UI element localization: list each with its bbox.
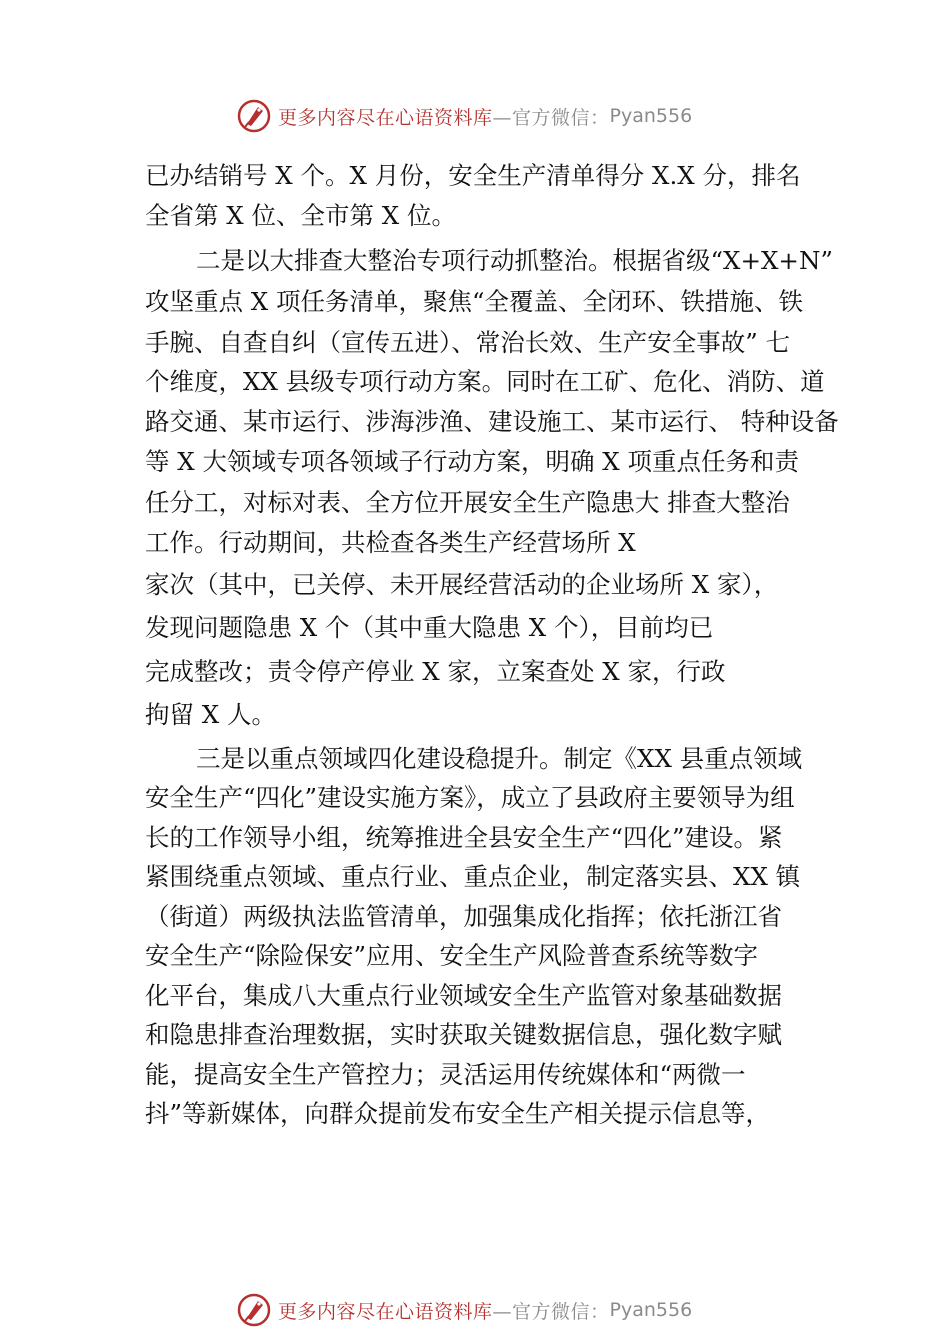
text-line: 手腕、自查自纠（宣传五进）、常治长效、生产安全事故” 七 (145, 328, 791, 357)
footer-banner (236, 1290, 716, 1330)
text-line: 已办结销号 X 个。X 月份，安全生产清单得分 X.X 分，排名 (145, 161, 801, 190)
text-line: 任分工，对标对表、全方位开展安全生产隐患大 排查大整治 (145, 488, 790, 517)
text-line: 拘留 X 人。 (145, 700, 277, 729)
paragraph-start-line: 三是以重点领域四化建设稳提升。制定《XX 县重点领域 (196, 744, 803, 773)
text-line: 安全生产“四化”建设实施方案》，成立了县政府主要领导为组 (145, 783, 795, 812)
banner-wechat-id: Pyan556 (609, 1299, 693, 1321)
text-line: 个维度，XX 县级专项行动方案。同时在工矿、危化、消防、道 (145, 367, 825, 396)
text-line: 抖”等新媒体，向群众提前发布安全生产相关提示信息等， (145, 1099, 771, 1128)
banner-wechat-label: —官方微信： (492, 1300, 610, 1323)
banner-wechat-id: Pyan556 (609, 105, 693, 127)
text-line: 安全生产“除险保安”应用、安全生产风险普查系统等数字 (145, 941, 759, 970)
text-line: 家次（其中，已关停、未开展经营活动的企业场所 X 家）， (145, 570, 779, 599)
text-line: 紧围绕重点领域、重点行业、重点企业，制定落实县、XX 镇 (145, 862, 801, 891)
pen-nib-seal-icon (236, 1292, 272, 1328)
text-line: 发现问题隐患 X 个（其中重大隐患 X 个），目前均已 (145, 613, 714, 642)
text-line: 等 X 大领域专项各领域子行动方案，明确 X 项重点任务和责 (145, 447, 800, 476)
text-line: 完成整改；责令停产停业 X 家，立案查处 X 家，行政 (145, 657, 726, 686)
paragraph-start-line: 二是以大排查大整治专项行动抓整治。根据省级“X+X+N” (196, 246, 833, 275)
pen-nib-seal-icon (236, 98, 272, 134)
text-line: 化平台，集成八大重点行业领域安全生产监管对象基础数据 (145, 981, 782, 1010)
text-line: 路交通、某市运行、涉海涉渔、建设施工、某市运行、 特种设备 (145, 407, 839, 436)
text-line: 长的工作领导小组，统筹推进全县安全生产“四化”建设。紧 (145, 823, 783, 852)
banner-site-name: 更多内容尽在心语资料库 (278, 1300, 493, 1323)
text-line: 全省第 X 位、全市第 X 位。 (145, 201, 457, 230)
text-line: 攻坚重点 X 项任务清单，聚焦“全覆盖、全闭环、铁措施、铁 (145, 287, 804, 316)
banner-wechat-label: —官方微信： (492, 106, 610, 129)
text-line: （街道）两级执法监管清单，加强集成化指挥；依托浙江省 (145, 902, 782, 931)
text-line: 能，提高安全生产管控力；灵活运用传统媒体和“两微一 (145, 1060, 746, 1089)
text-line: 和隐患排查治理数据，实时获取关键数据信息，强化数字赋 (145, 1020, 782, 1049)
header-banner (236, 96, 716, 136)
text-line: 工作。行动期间，共检查各类生产经营场所 X (145, 528, 636, 557)
banner-site-name: 更多内容尽在心语资料库 (278, 106, 493, 129)
